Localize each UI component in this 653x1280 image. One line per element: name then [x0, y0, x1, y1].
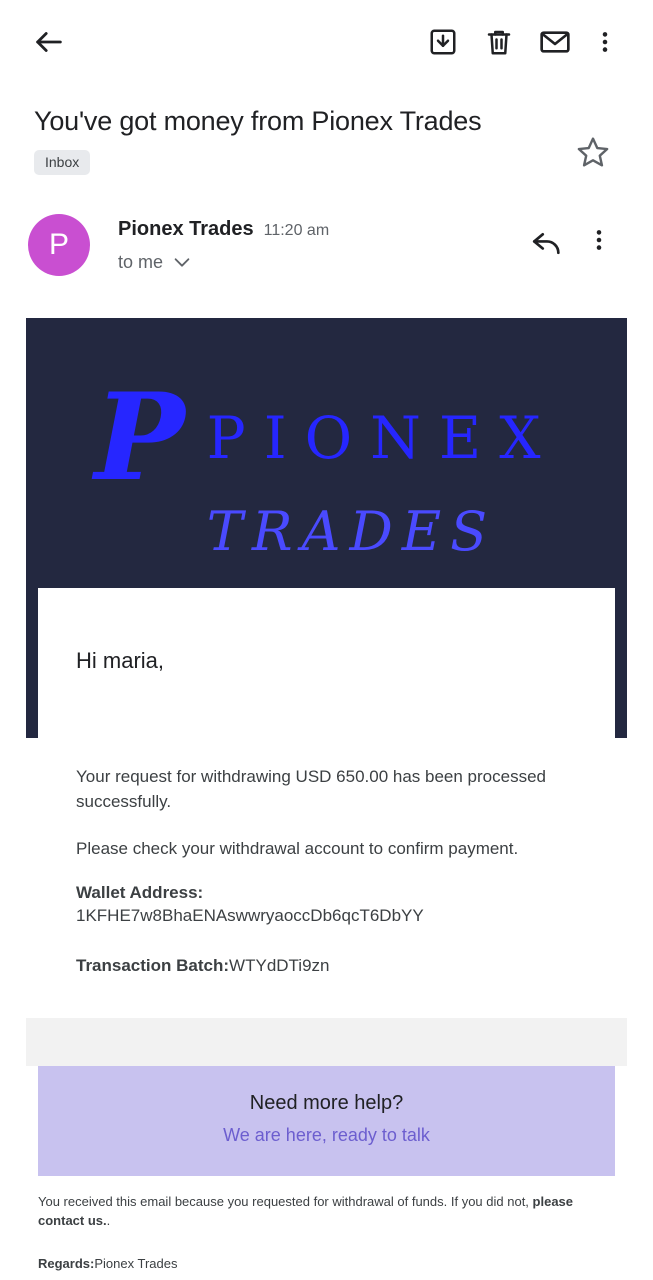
top-toolbar	[0, 0, 653, 84]
body-spacer	[26, 1018, 627, 1066]
archive-icon[interactable]	[415, 18, 471, 66]
regards-value: Pionex Trades	[94, 1256, 178, 1271]
subject-section	[0, 84, 653, 178]
footer-text-1: You received this email because you requested for withdrawal of funds. If you did not,	[38, 1194, 533, 1209]
email-content	[26, 318, 627, 975]
sender-info	[90, 214, 521, 273]
greeting-text: Hi maria,	[76, 648, 165, 673]
logo-row	[26, 367, 627, 508]
footer-text-2: .	[106, 1213, 111, 1228]
sender-name[interactable]: Pionex Trades	[118, 218, 254, 240]
chevron-down-icon[interactable]	[171, 251, 193, 273]
transaction-batch-label: Transaction Batch:	[76, 956, 230, 975]
paragraph-2: Please check your withdrawal account to confirm payment.	[76, 839, 519, 858]
regards-label: Regards:	[38, 1256, 95, 1271]
pionex-logo	[26, 367, 627, 563]
footer-disclaimer	[38, 1192, 615, 1230]
footer-contact-link[interactable]: please contact us.	[38, 1194, 574, 1228]
sender-section	[0, 178, 653, 276]
logo-wordmark: PIONEX	[206, 404, 559, 472]
logo-subtext: TRADES	[206, 500, 497, 563]
transaction-batch-block	[76, 953, 577, 979]
recipient-label: to me	[118, 251, 164, 272]
envelope-icon[interactable]	[527, 18, 583, 66]
regards-line	[38, 1256, 615, 1271]
avatar[interactable]: P	[28, 214, 90, 276]
sender-name-row	[118, 218, 521, 241]
message-card	[38, 588, 615, 1029]
message-time: 11:20 am	[263, 222, 330, 239]
more-vertical-icon[interactable]	[583, 18, 627, 66]
wallet-address-block	[76, 883, 577, 929]
wallet-address-value: 1KFHE7w8BhaENAswwryaoccDb6qcT6DbYY	[76, 906, 424, 925]
subject-left	[34, 104, 567, 175]
footer	[26, 1176, 627, 1271]
email-footer-area	[26, 1018, 627, 1271]
back-arrow-icon[interactable]	[26, 19, 72, 65]
reply-arrow-icon[interactable]	[521, 214, 573, 266]
page-title: You've got money from Pionex Trades	[34, 106, 482, 136]
trash-icon[interactable]	[471, 18, 527, 66]
help-title: Need more help?	[249, 1092, 404, 1114]
paragraph-1: Your request for withdrawing USD 650.00 has been processed successfully.	[76, 767, 546, 811]
wallet-address-label: Wallet Address:	[76, 883, 204, 902]
logo-mark: P	[94, 367, 185, 508]
status-badge[interactable]: Inbox	[34, 150, 90, 175]
help-subtitle[interactable]: We are here, ready to talk	[223, 1125, 430, 1145]
star-outline-icon[interactable]	[567, 126, 619, 178]
message-more-vertical-icon[interactable]	[573, 214, 625, 266]
recipient-row[interactable]	[118, 251, 521, 273]
transaction-batch-value: WTYdDTi9zn	[229, 956, 330, 975]
help-box[interactable]	[38, 1066, 615, 1176]
